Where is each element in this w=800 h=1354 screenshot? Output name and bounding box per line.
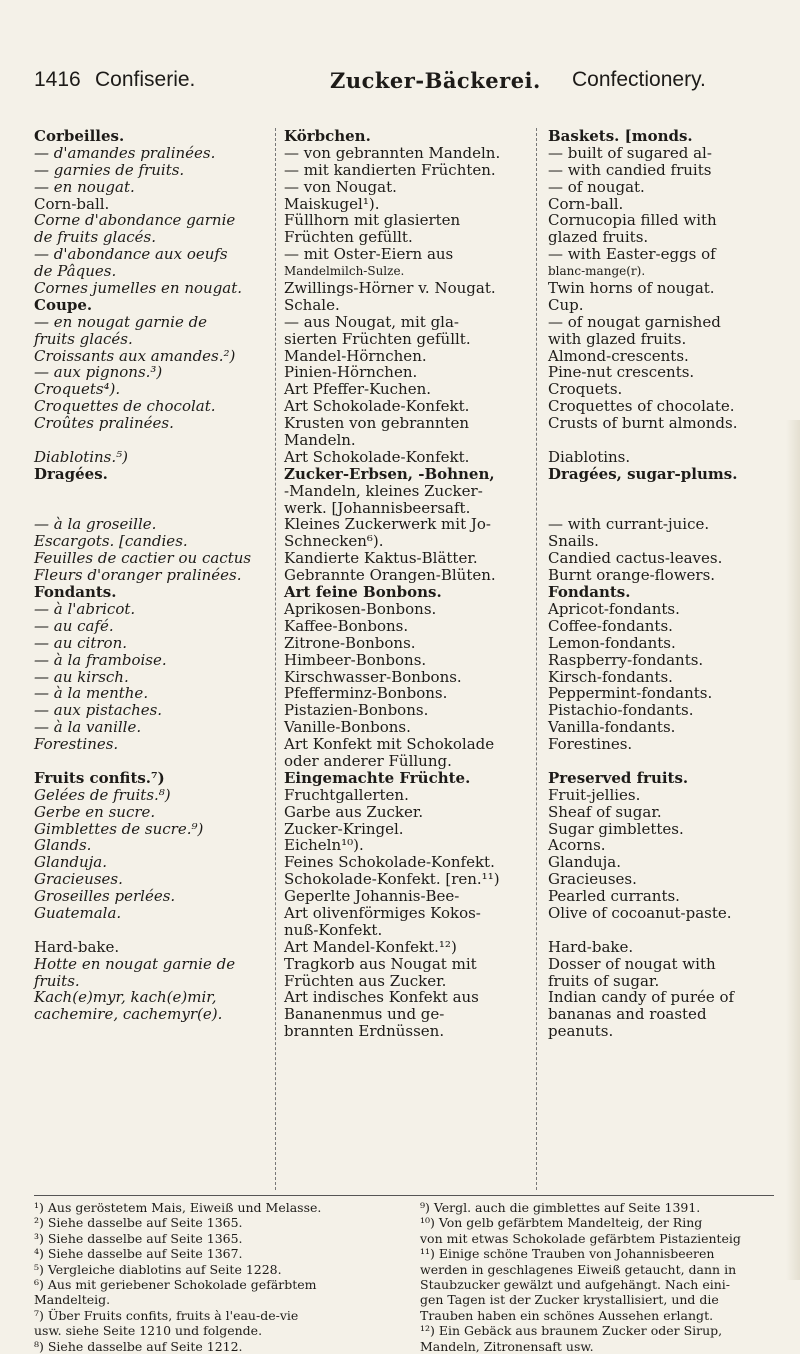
footnote: werden in geschlagenes Eiweiß getaucht, dann in <box>420 1261 737 1277</box>
english-entry: Fruit-jellies. <box>548 785 641 804</box>
footnote: von mit etwas Schokolade gefärbtem Pistazienteig <box>420 1230 741 1246</box>
english-entry: Acorns. <box>548 836 606 855</box>
french-entry: Diablotins.⁵) <box>34 447 129 466</box>
english-entry: Pearled currants. <box>548 887 680 906</box>
french-entry: Hard-bake. <box>34 937 120 956</box>
german-entry: — von gebrannten Mandeln. <box>284 143 501 162</box>
german-entry: Feines Schokolade-Konfekt. <box>284 853 495 872</box>
english-entry: — with currant-juice. <box>548 515 710 534</box>
german-entry: Mandeln. <box>284 431 356 450</box>
german-entry: Art feine Bonbons. <box>284 583 442 602</box>
english-column <box>548 128 778 1040</box>
french-entry: Fleurs d'oranger pralinées. <box>34 566 242 585</box>
english-entry: with glazed fruits. <box>548 329 687 348</box>
german-column <box>284 128 510 1040</box>
footnote: ⁷) Über Fruits confits, fruits à l'eau-de-vie <box>34 1307 299 1323</box>
german-entry: Mandelmilch-Sulze. <box>284 264 405 279</box>
english-entry: Snails. <box>548 532 599 551</box>
french-entry: Gracieuses. <box>34 870 123 889</box>
french-entry: fruits glacés. <box>34 329 133 348</box>
german-entry: — aus Nougat, mit gla- <box>284 312 459 331</box>
german-entry: Schokolade-Konfekt. [ren.¹¹) <box>284 870 500 889</box>
german-entry: Fruchtgallerten. <box>284 785 409 804</box>
english-entry: — with Easter-eggs of <box>548 245 716 264</box>
german-entry: Schnecken⁶). <box>284 532 384 551</box>
column-divider <box>536 128 537 1190</box>
german-entry: Garbe aus Zucker. <box>284 802 424 821</box>
footnote: ²) Siehe dasselbe auf Seite 1365. <box>34 1215 243 1231</box>
english-entry: Apricot-fondants. <box>548 599 680 618</box>
french-entry: Croûtes pralinées. <box>34 414 174 433</box>
french-column <box>34 128 254 1023</box>
footnote: ¹¹) Einige schöne Trauben von Johannisbeeren <box>420 1246 715 1262</box>
english-entry: Glanduja. <box>548 853 622 872</box>
german-entry: Zucker-Erbsen, -Bohnen, <box>284 464 495 483</box>
french-entry: — au café. <box>34 616 114 635</box>
french-entry: — en nougat garnie de <box>34 312 208 331</box>
blank-line <box>548 922 778 939</box>
english-entry: Forestines. <box>548 735 633 754</box>
german-entry: Art Konfekt mit Schokolade <box>284 735 495 754</box>
english-entry: Peppermint-fondants. <box>548 684 713 703</box>
german-entry: Zucker-Kringel. <box>284 819 404 838</box>
footnote: ¹⁰) Von gelb gefärbtem Mandelteig, der Ring <box>420 1215 703 1231</box>
footnote: ³) Siehe dasselbe auf Seite 1365. <box>34 1230 243 1246</box>
german-entry: Art Mandel-Konfekt.¹²) <box>284 937 457 956</box>
english-entry: Croquettes of chocolate. <box>548 397 735 416</box>
footnote: ¹²) Ein Gebäck aus braunem Zucker oder Sirup, <box>420 1323 723 1339</box>
english-entry: Cornucopia filled with <box>548 211 717 230</box>
french-entry: — à l'abricot. <box>34 599 136 618</box>
header-title-english: Confectionery. <box>572 68 706 91</box>
english-entry: Vanilla-fondants. <box>548 718 676 737</box>
english-entry: Pistachio-fondants. <box>548 701 694 720</box>
english-entry: Croquets. <box>548 380 623 399</box>
french-entry: — à la groseille. <box>34 515 157 534</box>
footnote: ⁹) Vergl. auch die gimblettes auf Seite 1391. <box>420 1200 701 1215</box>
french-entry: Glanduja. <box>34 853 108 872</box>
french-entry: de fruits glacés. <box>34 228 157 247</box>
german-entry: -Mandeln, kleines Zucker- <box>284 481 483 500</box>
german-entry: oder anderer Füllung. <box>284 751 452 770</box>
german-entry: Mandel-Hörnchen. <box>284 346 427 365</box>
french-entry: — garnies de fruits. <box>34 160 185 179</box>
french-entry: — aux pignons.³) <box>34 363 163 382</box>
english-entry: Dragées, sugar-plums. <box>548 464 738 483</box>
footnote: gen Tagen ist der Zucker krystallisiert, und die <box>420 1292 719 1308</box>
german-entry: Krusten von gebrannten <box>284 414 470 433</box>
french-entry: cachemire, cachemyr(e). <box>34 1005 223 1024</box>
german-entry: Kandierte Kaktus-Blätter. <box>284 549 478 568</box>
column-divider <box>275 128 276 1190</box>
footnote: Trauben haben ein schönes Aussehen erlangt. <box>420 1307 714 1323</box>
german-entry: Kleines Zuckerwerk mit Jo- <box>284 515 491 534</box>
english-entry: Corn-ball. <box>548 194 624 213</box>
french-entry: Fruits confits.⁷) <box>34 768 165 787</box>
english-entry: Raspberry-fondants. <box>548 650 704 669</box>
german-entry: Schale. <box>284 295 340 314</box>
german-entry: Früchten gefüllt. <box>284 228 413 247</box>
french-entry: — au kirsch. <box>34 667 129 686</box>
blank-line <box>34 483 254 500</box>
french-entry: Cornes jumelles en nougat. <box>34 279 243 298</box>
german-entry: nuß-Konfekt. <box>284 920 383 939</box>
french-entry: Corbeilles. <box>34 127 125 145</box>
blank-line <box>548 500 778 517</box>
french-entry: Guatemala. <box>34 903 122 922</box>
english-entry: Preserved fruits. <box>548 768 689 787</box>
footnote: usw. siehe Seite 1210 und folgende. <box>34 1323 263 1339</box>
german-entry: Körbchen. <box>284 127 371 145</box>
english-entry: fruits of sugar. <box>548 971 660 990</box>
french-entry: Dragées. <box>34 464 108 483</box>
blank-line <box>548 432 778 449</box>
french-entry: — d'amandes pralinées. <box>34 143 216 162</box>
german-entry: Art Schokolade-Konfekt. <box>284 397 470 416</box>
french-entry: — à la vanille. <box>34 718 142 737</box>
german-entry: brannten Erdnüssen. <box>284 1022 445 1041</box>
english-entry: — with candied fruits <box>548 160 712 179</box>
german-entry: — mit kandierten Früchten. <box>284 160 496 179</box>
french-entry: Croquettes de chocolat. <box>34 397 216 416</box>
german-entry: Art Schokolade-Konfekt. <box>284 447 470 466</box>
french-entry: Glands. <box>34 836 92 855</box>
french-entry: — d'abondance aux oeufs <box>34 245 228 264</box>
german-entry: Art olivenförmiges Kokos- <box>284 903 481 922</box>
french-entry: Gimblettes de sucre.⁹) <box>34 819 204 838</box>
french-entry: Gelées de fruits.⁸) <box>34 785 171 804</box>
english-entry: glazed fruits. <box>548 228 649 247</box>
german-entry: Bananenmus und ge- <box>284 1005 445 1024</box>
footnote: Mandeln, Zitronensaft usw. <box>420 1338 594 1354</box>
english-entry: Crusts of burnt almonds. <box>548 414 738 433</box>
footnotes-right <box>420 1200 780 1354</box>
french-entry: Corne d'abondance garnie <box>34 211 236 230</box>
french-entry: Croquets⁴). <box>34 380 121 399</box>
english-entry: — built of sugared al- <box>548 143 712 162</box>
french-entry: Kach(e)myr, kach(e)mir, <box>34 988 217 1007</box>
footnote: ⁴) Siehe dasselbe auf Seite 1367. <box>34 1246 243 1262</box>
english-entry: Burnt orange-flowers. <box>548 566 716 585</box>
german-entry: sierten Früchten gefüllt. <box>284 329 471 348</box>
blank-line <box>34 922 254 939</box>
german-entry: Kirschwasser-Bonbons. <box>284 667 462 686</box>
english-entry: — of nougat. <box>548 177 645 196</box>
french-entry: fruits. <box>34 971 80 990</box>
german-entry: Zwillings-Hörner v. Nougat. <box>284 279 496 298</box>
footnotes-left <box>34 1200 414 1354</box>
english-entry: Diablotins. <box>548 447 631 466</box>
english-entry: Indian candy of purée of <box>548 988 735 1007</box>
english-entry: Cup. <box>548 295 584 314</box>
french-entry: Feuilles de cactier ou cactus <box>34 549 252 568</box>
german-entry: Zitrone-Bonbons. <box>284 633 416 652</box>
footnote: Staubzucker gewälzt und aufgehängt. Nach eini- <box>420 1276 730 1292</box>
french-entry: — aux pistaches. <box>34 701 163 720</box>
english-entry: Pine-nut crescents. <box>548 363 695 382</box>
english-entry: Dosser of nougat with <box>548 954 716 973</box>
german-entry: Eingemachte Früchte. <box>284 768 471 787</box>
blank-line <box>548 483 778 500</box>
footnote: ⁶) Aus mit geriebener Schokolade gefärbtem <box>34 1276 317 1292</box>
german-entry: Art Pfeffer-Kuchen. <box>284 380 431 399</box>
french-entry: Corn-ball. <box>34 194 110 213</box>
german-entry: Früchten aus Zucker. <box>284 971 447 990</box>
english-entry: Olive of cocoanut-paste. <box>548 903 732 922</box>
english-entry: Lemon-fondants. <box>548 633 676 652</box>
page-number: 1416 <box>34 68 81 91</box>
footnote: ⁵) Vergleiche diablotins auf Seite 1228. <box>34 1261 282 1277</box>
german-entry: Gebrannte Orangen-Blüten. <box>284 566 496 585</box>
blank-line <box>548 753 778 770</box>
english-entry: Baskets. [monds. <box>548 127 693 145</box>
french-entry: de Pâques. <box>34 262 117 281</box>
english-entry: — of nougat garnished <box>548 312 721 331</box>
english-entry: Kirsch-fondants. <box>548 667 673 686</box>
german-entry: Pinien-Hörnchen. <box>284 363 418 382</box>
header-title-german: Zucker-Bäckerei. <box>330 68 541 93</box>
french-entry: Fondants. <box>34 583 117 602</box>
german-entry: werk. [Johannisbeersaft. <box>284 498 471 517</box>
english-entry: Sheaf of sugar. <box>548 802 662 821</box>
blank-line <box>34 500 254 517</box>
french-entry: Hotte en nougat garnie de <box>34 954 236 973</box>
german-entry: — mit Oster-Eiern aus <box>284 245 454 264</box>
english-entry: Twin horns of nougat. <box>548 279 715 298</box>
french-entry: Escargots. [candies. <box>34 532 188 551</box>
footnote: ¹) Aus geröstetem Mais, Eiweiß und Melasse. <box>34 1200 322 1215</box>
footnote: Mandelteig. <box>34 1292 111 1308</box>
french-entry: — à la framboise. <box>34 650 167 669</box>
german-entry: Füllhorn mit glasierten <box>284 211 461 230</box>
german-entry: Tragkorb aus Nougat mit <box>284 954 477 973</box>
running-header <box>0 68 800 108</box>
footnote: ⁸) Siehe dasselbe auf Seite 1212. <box>34 1338 243 1354</box>
english-entry: blanc-mange(r). <box>548 264 646 279</box>
french-entry: — au citron. <box>34 633 127 652</box>
german-entry: Kaffee-Bonbons. <box>284 616 409 635</box>
english-entry: Sugar gimblettes. <box>548 819 684 838</box>
german-entry: Pistazien-Bonbons. <box>284 701 429 720</box>
german-entry: Eicheln¹⁰). <box>284 836 364 855</box>
french-entry: Forestines. <box>34 735 119 754</box>
german-entry: Pfefferminz-Bonbons. <box>284 684 448 703</box>
blank-line <box>34 432 254 449</box>
german-entry: Art indisches Konfekt aus <box>284 988 479 1007</box>
german-entry: Aprikosen-Bonbons. <box>284 599 437 618</box>
french-entry: Croissants aux amandes.²) <box>34 346 236 365</box>
german-entry: — von Nougat. <box>284 177 397 196</box>
english-entry: Candied cactus-leaves. <box>548 549 723 568</box>
english-entry: Hard-bake. <box>548 937 634 956</box>
english-entry: bananas and roasted <box>548 1005 707 1024</box>
english-entry: Gracieuses. <box>548 870 637 889</box>
french-entry: Coupe. <box>34 295 93 314</box>
french-entry: — en nougat. <box>34 177 135 196</box>
header-title-french: Confiserie. <box>95 68 196 91</box>
german-entry: Maiskugel¹). <box>284 194 380 213</box>
german-entry: Himbeer-Bonbons. <box>284 650 427 669</box>
footnote-rule <box>34 1195 774 1196</box>
french-entry: Gerbe en sucre. <box>34 802 156 821</box>
english-entry: Coffee-fondants. <box>548 616 673 635</box>
french-entry: — à la menthe. <box>34 684 149 703</box>
german-entry: Geperlte Johannis-Bee- <box>284 887 460 906</box>
page-edge-shadow <box>786 420 800 1280</box>
blank-line <box>34 753 254 770</box>
english-entry: Fondants. <box>548 583 631 602</box>
french-entry: Groseilles perlées. <box>34 887 176 906</box>
english-entry: peanuts. <box>548 1022 614 1041</box>
german-entry: Vanille-Bonbons. <box>284 718 411 737</box>
english-entry: Almond-crescents. <box>548 346 689 365</box>
